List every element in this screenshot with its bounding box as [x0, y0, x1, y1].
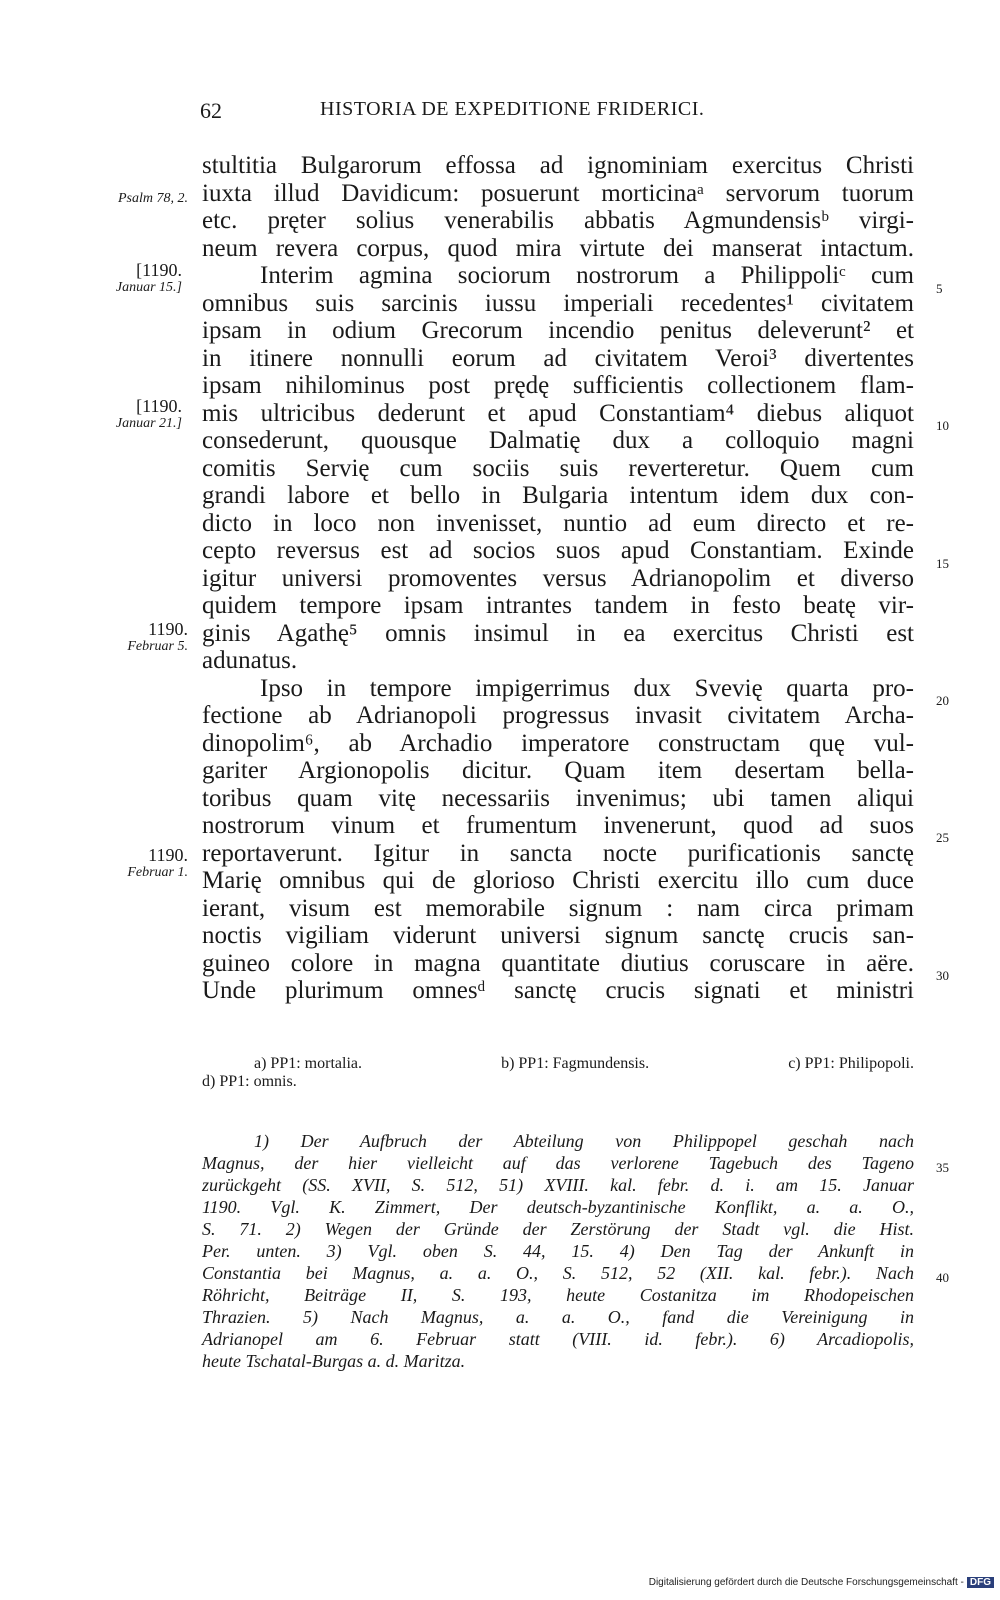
- text-line: noctis vigiliam viderunt universi signum sanctę crucis san-: [202, 922, 914, 949]
- footnote-line: Per. unten. 3) Vgl. oben S. 44, 15. 4) Den Tag der Ankunft in: [202, 1241, 914, 1261]
- critical-apparatus: [202, 1055, 914, 1091]
- footnotes: [202, 1130, 914, 1372]
- margin-note-psalm: [70, 190, 188, 207]
- footnote-line: S. 71. 2) Wegen der Gründe der Zerstörung der Stadt vgl. die Hist.: [202, 1219, 914, 1239]
- text-line: reportaverunt. Igitur in sancta nocte purificationis sanctę: [202, 839, 914, 867]
- line-number: 5: [936, 281, 943, 296]
- footnote-line: 1190. Vgl. K. Zimmert, Der deutsch-byzantinische Konflikt, a. a. O.,: [202, 1197, 914, 1217]
- footnote-line: zurückgeht (SS. XVII, S. 512, 51) XVIII. kal. febr. d. i. am 15. Januar: [202, 1175, 914, 1195]
- text-line: toribus quam vitę necessariis invenimus; ubi tamen aliqui: [202, 784, 914, 812]
- credit-text: Digitalisierung gefördert durch die Deutsche Forschungsgemeinschaft -: [648, 1577, 964, 1588]
- apparatus-note: d) PP1: omnis.: [202, 1073, 297, 1090]
- text-line: fectione ab Adrianopoli progressus invasit civitatem Archa-: [202, 702, 914, 729]
- line-number: 30: [936, 968, 949, 983]
- text-line: ipsam nihilominus post prędę sufficientis collectionem flam-: [202, 372, 914, 399]
- text-line: ginis Agathę⁵ omnis insimul in ea exercitus Christi est: [202, 619, 914, 647]
- text-line: Ipso in tempore impigerrimus dux Svevię quarta pro-: [260, 674, 914, 702]
- text-line: etc. pręter solius venerabilis abbatis Agmundensisᵇ virgi-: [202, 207, 914, 234]
- text-line: ipsam in odium Grecorum incendio penitus deleverunt² et: [202, 317, 914, 344]
- footnote-line: heute Tschatal-Burgas a. d. Maritza.: [202, 1351, 466, 1371]
- text-line: stultitia Bulgarorum effossa ad ignominiam exercitus Christi: [202, 152, 914, 179]
- text-line: igitur universi promoventes versus Adrianopolim et diverso: [202, 564, 914, 592]
- text-line: ierant, visum est memorabile signum : nam circa primam: [202, 894, 914, 922]
- margin-note-date: [64, 262, 182, 296]
- text-line: adunatus.: [202, 647, 298, 674]
- footnote-line: Röhricht, Beiträge II, S. 193, heute Costanitza im Rhodopeischen: [202, 1285, 914, 1305]
- footnote-line: 1) Der Aufbruch der Abteilung von Philippopel geschah nach: [254, 1131, 914, 1151]
- margin-note-text: Psalm 78, 2.: [118, 191, 188, 206]
- text-line: nostrorum vinum et frumentum invenerunt, quod ad suos: [202, 812, 914, 839]
- page-number: 62: [200, 98, 222, 123]
- text-line: consederunt, quousque Dalmatię dux a colloquio magni: [202, 427, 914, 454]
- text-line: gariter Argionopolis dicitur. Quam item desertam bella-: [202, 757, 914, 784]
- text-line: Marię omnibus qui de glorioso Christi exercitu illo cum duce: [202, 867, 914, 894]
- margin-note-date: [70, 847, 188, 881]
- footnote-line: Magnus, der hier vielleicht auf das verlorene Tagebuch des Tageno: [202, 1153, 914, 1173]
- margin-note-date: [70, 621, 188, 655]
- apparatus-note: c) PP1: Philipopoli.: [788, 1055, 914, 1072]
- text-line: grandi labore et bello in Bulgaria intentum idem dux con-: [202, 482, 914, 509]
- text-line: quidem tempore ipsam intrantes tandem in festo beatę vir-: [202, 592, 914, 619]
- page-header: [200, 98, 800, 132]
- text-line: Interim agmina sociorum nostrorum a Philippoliᶜ cum: [260, 262, 914, 289]
- margin-note-day: Februar 1.: [127, 865, 188, 880]
- dfg-logo: DFG: [967, 1577, 994, 1588]
- margin-note-day: Februar 5.: [127, 639, 188, 654]
- text-line: mis ultricibus dederunt et apud Constantiam⁴ diebus aliquot: [202, 399, 914, 427]
- apparatus-note: a) PP1: mortalia.: [254, 1055, 362, 1072]
- line-number: 40: [936, 1270, 949, 1285]
- line-number: 15: [936, 556, 949, 571]
- line-number: 10: [936, 418, 949, 433]
- line-number: 35: [936, 1160, 949, 1175]
- text-line: dicto in loco non invenisset, nuntio ad eum directo et re-: [202, 509, 914, 537]
- running-title: HISTORIA DE EXPEDITIONE FRIDERICI.: [320, 98, 705, 120]
- text-line: comitis Servię cum sociis suis reverteretur. Quem cum: [202, 454, 914, 482]
- apparatus-note: b) PP1: Fagmundensis.: [501, 1055, 650, 1072]
- footnote-line: Thrazien. 5) Nach Magnus, a. a. O., fand die Vereinigung in: [202, 1307, 914, 1327]
- text-line: neum revera corpus, quod mira virtute dei manserat intactum.: [202, 234, 914, 262]
- margin-note-year: [1190.: [136, 396, 182, 416]
- digitization-credit: [649, 1577, 994, 1588]
- margin-note-year: 1190.: [148, 845, 188, 865]
- text-line: omnibus suis sarcinis iussu imperiali recedentes¹ civitatem: [202, 289, 914, 317]
- margin-note-day: Januar 21.]: [115, 416, 182, 431]
- footnote-line: Adrianopel am 6. Februar statt (VIII. id. febr.). 6) Arcadiopolis,: [202, 1329, 914, 1349]
- text-line: in itinere nonnulli eorum ad civitatem Veroi³ divertentes: [202, 344, 914, 372]
- text-line: dinopolim⁶, ab Archadio imperatore constructam quę vul-: [202, 729, 914, 757]
- margin-note-date: [64, 398, 182, 432]
- margin-note-year: [1190.: [136, 260, 182, 280]
- margin-note-day: Januar 15.]: [115, 280, 182, 295]
- line-number: 25: [936, 830, 949, 845]
- text-line: cepto reversus est ad socios suos apud Constantiam. Exinde: [202, 537, 914, 564]
- text-line: Unde plurimum omnesᵈ sanctę crucis signati et ministri: [202, 977, 914, 1004]
- main-text: [202, 152, 914, 1005]
- margin-note-year: 1190.: [148, 619, 188, 639]
- line-number: 20: [936, 693, 949, 708]
- text-line: guineo colore in magna quantitate diutius coruscare in aëre.: [202, 949, 914, 977]
- text-line: iuxta illud Davidicum: posuerunt morticinaᵃ servorum tuorum: [202, 179, 914, 207]
- footnote-line: Constantia bei Magnus, a. a. O., S. 512, 52 (XII. kal. febr.). Nach: [202, 1263, 914, 1283]
